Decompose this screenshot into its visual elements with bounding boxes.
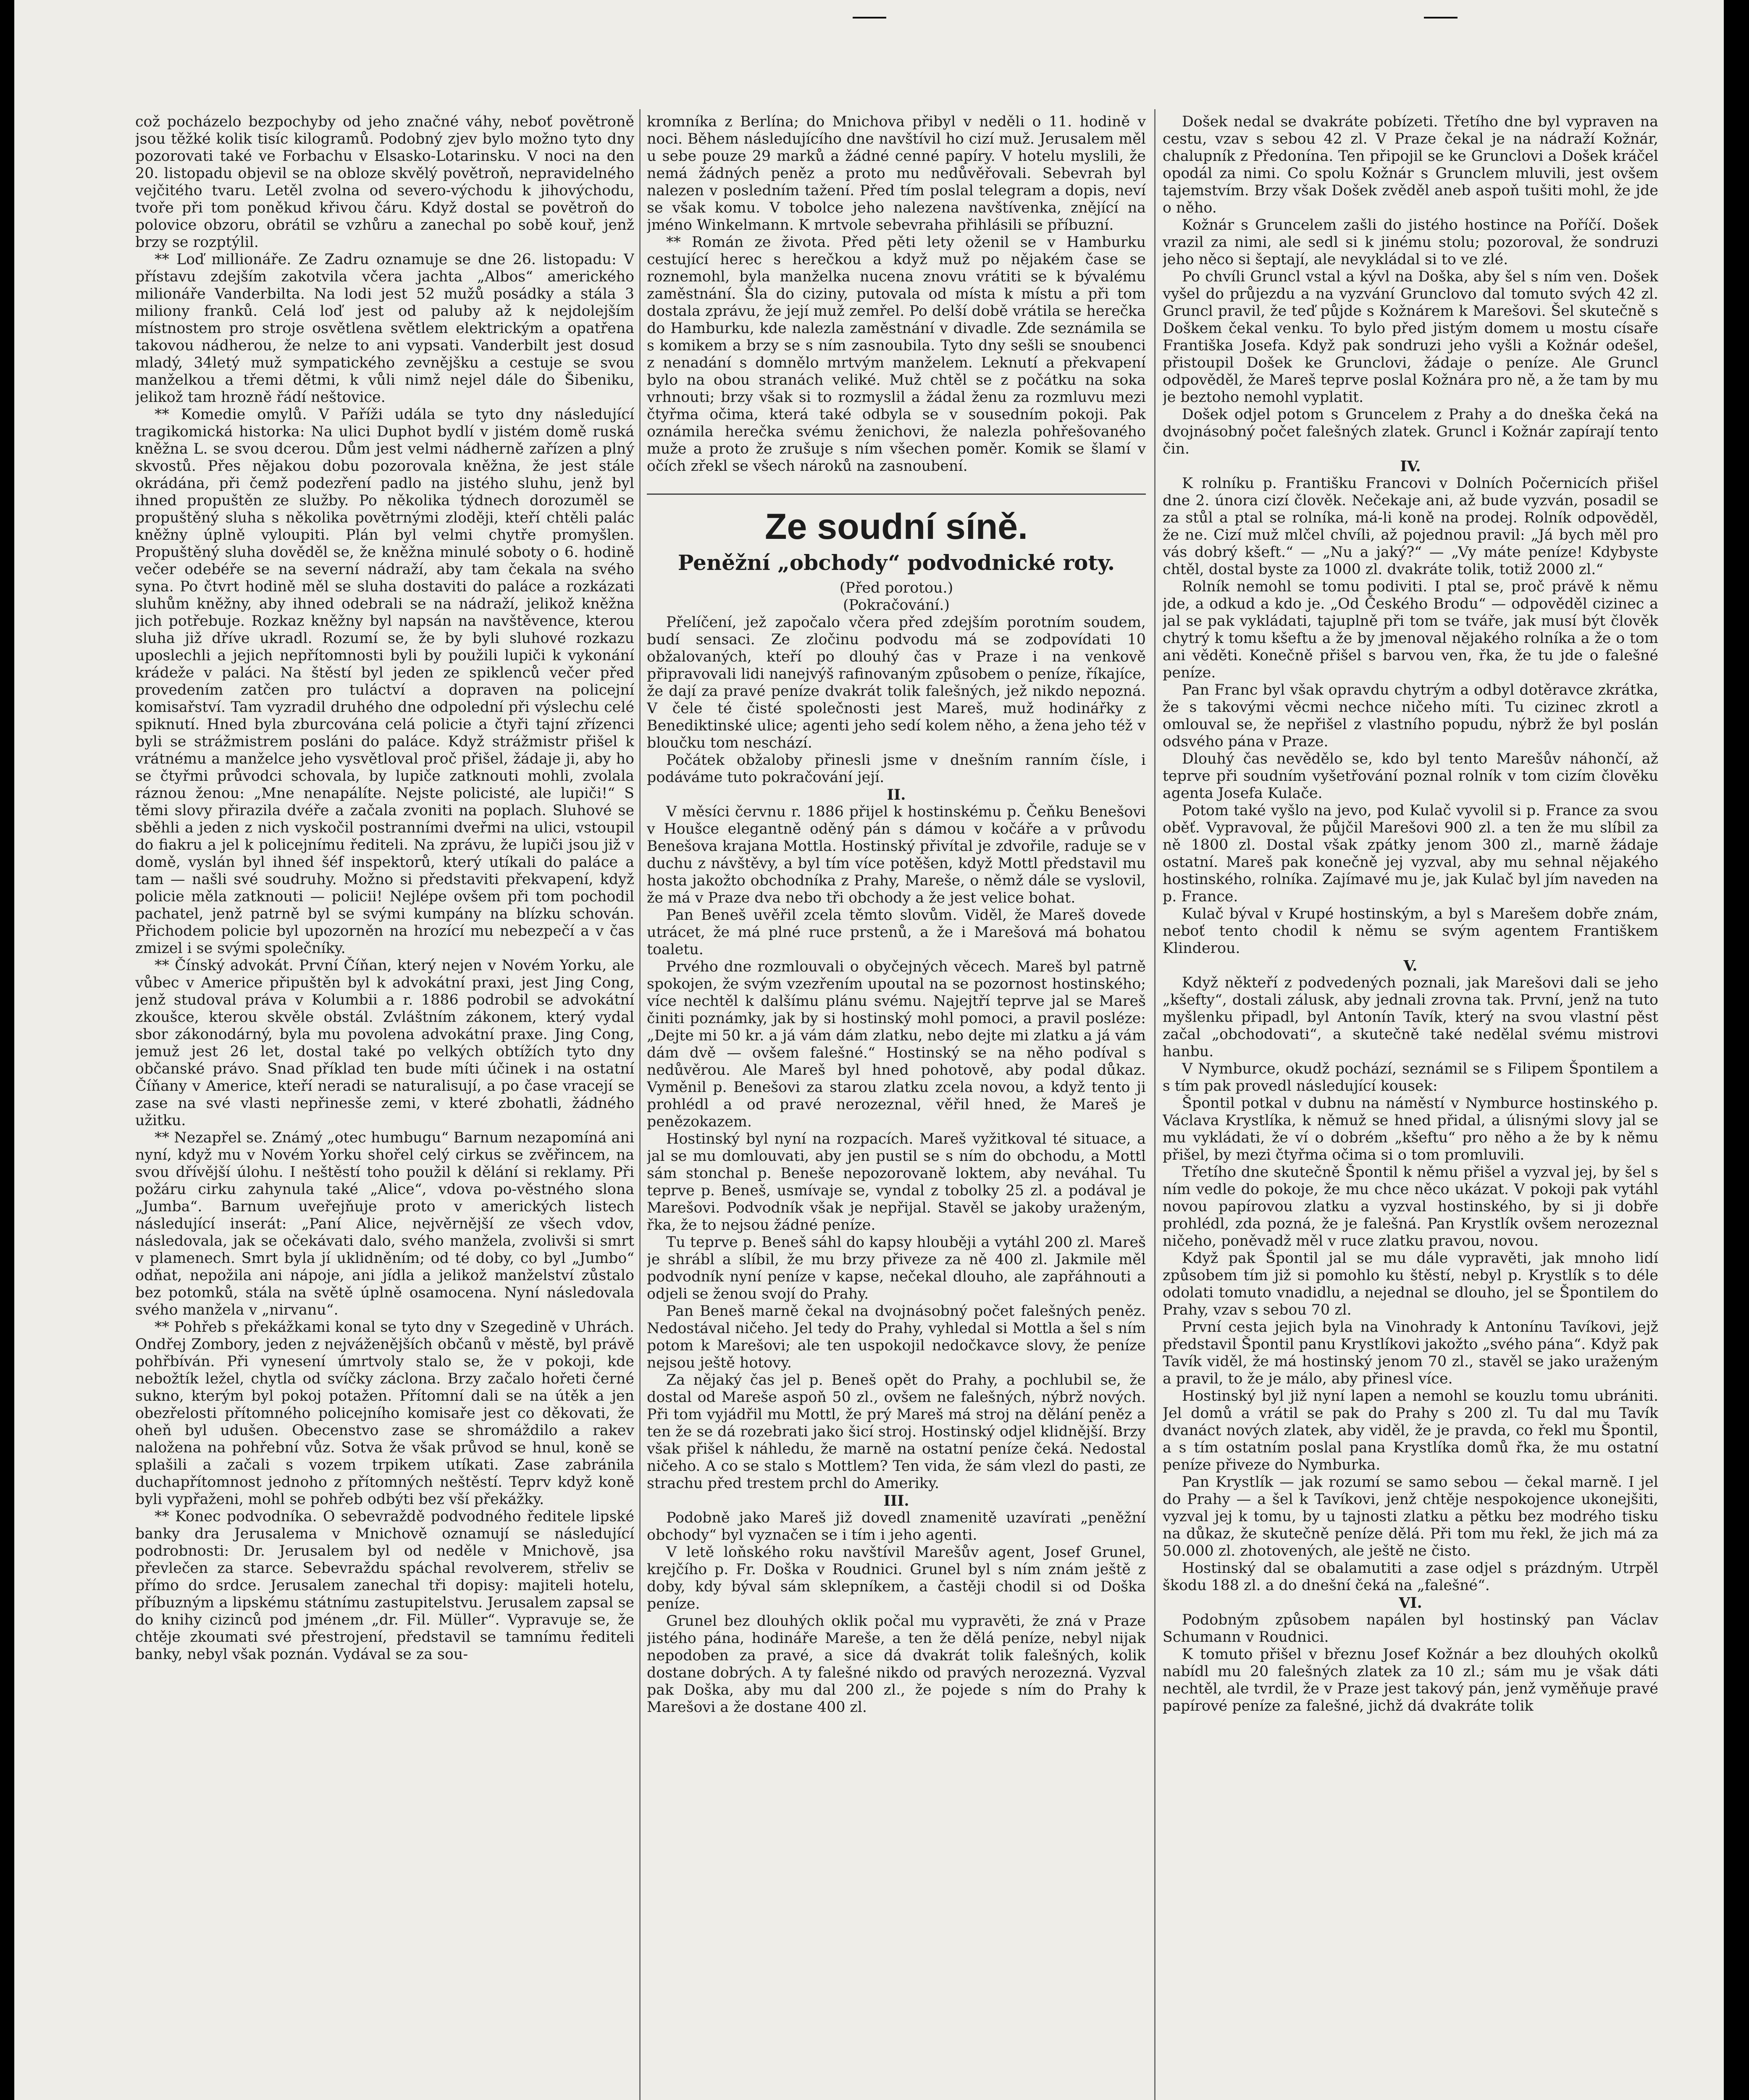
column-middle bbox=[647, 113, 1146, 2100]
paragraph: V letě loňského roku navštívil Marešův agent, Josef Grunel, krejčího p. Fr. Doška v Roudnici. Grunel byl s ním znám ještě z doby, kdy býval sám sklepníkem, a častěji chodil si od Doška peníze. bbox=[647, 1544, 1146, 1612]
paragraph: Došek nedal se dvakráte pobízeti. Třetího dne byl vypraven na cestu, vzav s sebou 42 zl. V Praze čekal je na nádraží Kožnár, chalupník z Předonína. Ten připojil se ke Grunclovi a Došek kráčel opodál za nimi. Co spolu Kožnár s Grunclem mluvili, jest ovšem tajemstvím. Brzy však Došek zvěděl aneb aspoň tušiti mohl, že jde o něho. bbox=[1163, 113, 1658, 216]
paragraph: Kulač býval v Krupé hostinským, a byl s Marešem dobře znám, neboť tento chodil k němu se svým agentem Františkem Klinderou. bbox=[1163, 906, 1658, 957]
paragraph: Pan Beneš uvěřil zcela těmto slovům. Viděl, že Mareš dovede utrácet, že má plné ruce prstenů, a že i Marešová má bohatou toaletu. bbox=[647, 907, 1146, 958]
paragraph: V Nymburce, okudž pochází, seznámil se s Filipem Špontilem a s tím pak provedl následující kousek: bbox=[1163, 1060, 1658, 1095]
paragraph: Po chvíli Gruncl vstal a kývl na Doška, aby šel s ním ven. Došek vyšel do průjezdu a na vyzvání Grunclovo dal tomuto svých 42 zl. Gruncl pravil, že teď půjde s Kožnárem k Marešovi. Šel skutečně s Doškem čekal venku. To bylo před jistým domem u mostu císaře Františka Josefa. Když pak sondruzi jeho vyšli a Kožnár odešel, přistoupil Došek ke Grunclovi, žádaje o peníze. Ale Gruncl odpověděl, že Mareš teprve poslal Kožnára pro ně, a že tam by mu je beztoho nemohl vyplatit. bbox=[1163, 268, 1658, 406]
paragraph: což pocházelo bezpochyby od jeho značné váhy, neboť povětroně jsou těžké kolik tisíc kilogramů. Podobný zjev bylo možno tyto dny pozorovati také ve Forbachu v Elsasko-Lotarinsku. V noci na den 20. listopadu objevil se na obloze skvělý povětroň, nepravidelného vejčitého tvaru. Letěl zvolna od severo-východu k jihovýchodu, tvoře při tom poněkud křivou čáru. Když dostal se povětroň do polovice obzoru, obrátil se vzhůru a zanechal po sobě kouř, jenž brzy se rozptýlil. bbox=[135, 113, 634, 251]
paragraph: Pan Franc byl však opravdu chytrým a odbyl dotěravce zkrátka, že s takovými věcmi nechce ničeho míti. Tu cizinec zkrotl a omlouval se, že nepřišel z vlastního popudu, nýbrž že byl poslán odsvého pána v Praze. bbox=[1163, 682, 1658, 750]
news-item-barnum: ** Nezapřel se. Známý „otec humbugu“ Barnum nezapomíná ani nyní, když mu v Novém Yorku shořel celý cirkus se zvěřincem, na svou dřívější úlohu. I neštěstí toho použil k dělání si reklamy. Při požáru cirku zahynula také „Alice“, vdova po-věstného slona „Jumba“. Barnum uveřejňuje proto v amerických listech následující inserát: „Paní Alice, nejvěrnější ze všech vdov, následovala, jak se očekávati dalo, svého manžela, zvolivši si smrt v plamenech. Smrt byla jí uklidněním; od té doby, co byl „Jumbo“ odňat, nepožila ani nápoje, ani jídla a jelikož manželství zůstalo bez potomků, stála na světě úplně osamocena. Nyní následovala svého manžela v „nirvanu“. bbox=[135, 1129, 634, 1318]
article-meta: (Pokračování.) bbox=[843, 597, 950, 614]
scan-border-right bbox=[1724, 0, 1749, 2100]
scan-mark bbox=[1424, 17, 1458, 18]
section-number: IV. bbox=[1400, 458, 1421, 475]
paragraph: Za nějaký čas jel p. Beneš opět do Prahy, a pochlubil se, že dostal od Mareše aspoň 50 zl., ovšem ne falešných, nýbrž nových. Při tom vyjádřil mu Mottl, že prý Mareš má stroj na dělání peněz a ten že se dá rozebrati jako šicí stroj. Hostinský odjel klidnější. Brzy však přišel k náhledu, že marně na ostatní peníze čeká. Nedostal ničeho. A co se stalo s Mottlem? Ten vida, že sám vlezl do pasti, ze strachu před trestem prchl do Ameriky. bbox=[647, 1372, 1146, 1492]
paragraph: Dlouhý čas nevědělo se, kdo byl tento Marešův náhončí, až teprve při soudním vyšetřování poznal rolník v tom cizím člověku agenta Josefa Kulače. bbox=[1163, 751, 1658, 802]
section-headline: Ze soudní síně. bbox=[647, 494, 1146, 548]
paragraph: Pan Krystlík — jak rozumí se samo sebou — čekal marně. I jel do Prahy — a šel k Tavíkovi, jenž chtěje nespokojence ukonejšiti, vyzval jej k tomu, by u tajnosti zlatku a pětku bez modrého tisku na důkaz, že skutečně peníze dělá. Při tom mu řekl, že jich má za 50.000 zl. zhotovených, ale ještě ne čisto. bbox=[1163, 1474, 1658, 1559]
paragraph: Rolník nemohl se tomu podiviti. I ptal se, proč právě k němu jde, a odkud a kdo je. „Od Českého Brodu“ — odpověděl cizinec a jal se pak vykládati, tajuplně při tom se tváře, jak musí být člověk chytrý k tomu kšeftu a že by jmenoval nějakého rolníka a že o tom ani věděti. Konečně přišel s barvou ven, řka, že tu jde o falešné peníze. bbox=[1163, 578, 1658, 681]
paragraph: V měsíci červnu r. 1886 přijel k hostinskému p. Čeňku Benešovi v Houšce elegantně oděný pán s dámou v kočáře a v průvodu Benešova krajana Mottla. Hostinský přivítal je zdvořile, raduje se v duchu z návštěvy, a byl tím více potěšen, když Mottl představil mu hosta jakožto obchodníka z Prahy, Mareše, o němž dále se vyslovil, že má v Praze dva nebo tři obchody a že jest velice bohat. bbox=[647, 803, 1146, 906]
paragraph: Třetího dne skutečně Špontil k němu přišel a vyzval jej, by šel s ním vedle do pokoje, že mu chce něco ukázat. V pokoji pak vytáhl novou papírovou zlatku a vyzval hostinského, by si ji dobře prohlédl, zda pozná, že je falešná. Pan Krystlík ovšem nerozeznal ničeho, poněvadž měl v ruce zlatku pravou, novou. bbox=[1163, 1164, 1658, 1250]
section-number: V. bbox=[1403, 957, 1418, 974]
paragraph: Když pak Špontil jal se mu dále vypravěti, jak mnoho lidí způsobem tím již si pomohlo ku štěstí, nebyl p. Krystlík s to déle odolati tomuto vnadidlu, a nejednal se dlouho, jel se Špontilem do Prahy, vzav s sebou 70 zl. bbox=[1163, 1250, 1658, 1318]
paragraph: Podobně jako Mareš již dovedl znamenitě uzavírati „peněžní obchody“ byl vyznačen se i tím i jeho agenti. bbox=[647, 1509, 1146, 1544]
paragraph: K tomuto přišel v březnu Josef Kožnár a bez dlouhých okolků nabídl mu 20 falešných zlatek za 10 zl.; sám mu je však dáti nechtěl, ale tvrdil, že v Praze jest takový pán, jenž vyměňuje pravé papírové peníze za falešné, jichž dá dvakráte tolik bbox=[1163, 1646, 1658, 1714]
paragraph: Přelíčení, jež započalo včera před zdejším porotním soudem, budí sensaci. Ze zločinu podvodu má se zodpovídati 10 obžalovaných, kteří po dlouhý čas v Praze i na venkově připravovali lidi nanejvýš rafinovaným způsobem o peníze, říkajíce, že dají za pravé peníze dvakrát tolik falešných, jež nikdo nepozná. V čele té čisté společnosti jest Mareš, muž hodinářky z Benediktinské ulice; agenti jeho sedí kolem něho, a žena jeho též v bloučku tom neschází. bbox=[647, 614, 1146, 751]
section-number: VI. bbox=[1399, 1594, 1422, 1612]
paragraph: První cesta jejich byla na Vinohrady k Antonínu Tavíkovi, jejž představil Špontil panu Krystlíkovi jakožto „svého pána“. Když pak Tavík viděl, že má hostinský jenom 70 zl., stavěl se jako uraženým a pravil, to že je málo, aby přinesl více. bbox=[1163, 1319, 1658, 1387]
paragraph: Když někteří z podvedených poznali, jak Marešovi dali se jeho „kšefty“, dostali zálusk, aby jednali zrovna tak. První, jenž na tuto myšlenku připadl, byl Antonín Tavík, který na svou vlastní pěst začal „obchodovati“, a skutečně také nedělal svému mistrovi hanbu. bbox=[1163, 974, 1658, 1060]
column-rule bbox=[639, 109, 641, 2100]
paragraph: Prvého dne rozmlouvali o obyčejných věcech. Mareš byl patrně spokojen, že svým vzezřením upoutal na se pozornost hostinského; více nechtěl k dalšímu plánu svému. Najejtří teprve jal se Mareš činiti poznámky, jak by si hostinský mohl pomoci, a pravil posléze: „Dejte mi 50 kr. a já vám dám zlatku, nebo dejte mi zlatku a já vám dám dvě — ovšem falešné.“ Hostinský se na něho podíval s nedůvěrou. Ale Mareš byl hned pohotově, aby podal důkaz. Vyměnil p. Benešovi za starou zlatku zcela novou, a když tento ji prohlédl a od pravé nerozeznal, věřil hned, že Mareš je penězokazem. bbox=[647, 958, 1146, 1130]
scan-mark bbox=[853, 17, 886, 18]
section-number: III. bbox=[883, 1492, 909, 1509]
article-meta: (Před porotou.) bbox=[839, 580, 953, 596]
news-item-novel: ** Román ze života. Před pěti lety oženil se v Hamburku cestující herec s herečkou a když muž po nějakém čase se roznemohl, byla manželka nucena znovu vrátiti se k bývalému zaměstnání. Šla do ciziny, putovala od místa k místu a při tom dostala zprávu, že její muž zemřel. Po delší době vrátila se herečka do Hamburku, kde nalezla zaměstnání v divadle. Zde seznámila se s komikem a brzy se s ním zasnoubila. Tyto dny sešli se snoubenci z nenadání s domnělo mrtvým manželem. Leknutí a překvapení bylo na obou stranách veliké. Muž chtěl se z počátku na soka vrhnouti; brzy však si to rozmyslil a žádal ženu za rozmluvu mezi čtyřma očima, která také odbyla se v sousedním pokoji. Pak oznámila herečka svému ženichovi, že nalezla pohřešovaného muže a proto že zrušuje s ním všechen poměr. Komik se šlamí v očích zřekl se všech nároků na zasnoubení. bbox=[647, 234, 1146, 475]
news-item-fraudster: ** Konec podvodníka. O sebevraždě podvodného ředitele lipské banky dra Jerusalema v Mnichově oznamují se následující podrobnosti: Dr. Jerusalem byl od neděle v Mnichově, jsa převlečen za starce. Sebevraždu spáchal revolverem, střeliv se přímo do srdce. Jerusalem zanechal tři dopisy: majiteli hotelu, příbuzným a lipskému státnímu zastupitelstvu. Jerusalem zapsal se do knihy cizinců pod jménem „dr. Fil. Müller“. Vypravuje se, že chtěje zkoumati své přestrojení, představil se tamnímu řediteli banky, nebyl však poznán. Vydával se za sou- bbox=[135, 1508, 634, 1663]
paragraph: Pan Beneš marně čekal na dvojnásobný počet falešných peněz. Nedostával ničeho. Jel tedy do Prahy, vyhledal si Mottla a šel s ním potom k Marešovi; ale ten uspokojil nedočkavce slovy, že peníze nejsou ještě hotovy. bbox=[647, 1303, 1146, 1371]
paragraph: Počátek obžaloby přinesli jsme v dnešním ranním čísle, i podáváme tuto pokračování její. bbox=[647, 752, 1146, 786]
paragraph: K rolníku p. Františku Francovi v Dolních Počernicích přišel dne 2. února cizí člověk. Nečekaje ani, až bude vyzván, posadil se za stůl a ptal se rolníka, má-li koně na prodej. Rolník odpověděl, že ne. Cizí muž mlčel chvíli, až pojednou pravil: „Já bych měl pro vás dobrý kšeft.“ — „Nu a jaký?“ — „Vy máte peníze! Kdybyste chtěl, dostal byste za 1000 zl. dvakráte tolik, totiž 2000 zl.“ bbox=[1163, 475, 1658, 578]
paragraph: Hostinský byl již nyní lapen a nemohl se kouzlu tomu ubrániti. Jel domů a vrátil se pak do Prahy s 200 zl. Tu dal mu Tavík dvanáct nových zlatek, aby viděl, že je pravda, co řekl mu Špontil, a s tím ostatním poslal pana Krystlíka domů řka, že mu ostatní peníze přiveze do Nymburka. bbox=[1163, 1388, 1658, 1473]
paragraph: Hostinský dal se obalamutiti a zase odjel s prázdným. Utrpěl škodu 188 zl. a do dnešní čeká na „falešné“. bbox=[1163, 1560, 1658, 1594]
paragraph: Tu teprve p. Beneš sáhl do kapsy hlouběji a vytáhl 200 zl. Mareš je shrábl a slíbil, že mu brzy přiveze za ně 400 zl. Jakmile měl podvodník nyní peníze v kapse, nečekal dlouho, ale zapřáhnouti a odjeli se ženou svojí do Prahy. bbox=[647, 1234, 1146, 1302]
paragraph: Grunel bez dlouhých oklik počal mu vypravěti, že zná v Praze jistého pána, hodináře Mareše, a ten že dělá peníze, nebyl nijak nepodoben za pravé, a sice dá dvakrát tolik falešných, kolik dostane dobrých. A ty falešné nikdo od pravých nerozezná. Vyzval pak Doška, aby mu dal 200 zl., že pojede s ním do Prahy k Marešovi a že dostane 400 zl. bbox=[647, 1613, 1146, 1716]
paragraph: Došek odjel potom s Gruncelem z Prahy a do dneška čeká na dvojnásobný počet falešných zlatek. Gruncl i Kožnár zapírají tento čin. bbox=[1163, 406, 1658, 457]
column-left bbox=[135, 113, 634, 2100]
column-right bbox=[1163, 113, 1658, 2100]
news-item-chinese-lawyer: ** Čínský advokát. První Číňan, který nejen v Novém Yorku, ale vůbec v Americe připuštěn byl k advokátní praxi, jest Jing Cong, jenž studoval práva v Kolumbii a r. 1886 podrobil se advokátní zkoušce, kterou skvěle obstál. Zvláštním zákonem, který vydal sbor zákonodárný, byla mu povolena advokátní praxe. Jing Cong, jemuž jest 26 let, dostal také po velkých obtížích tyto dny občanské právo. Snad příklad ten bude míti účinek i na ostatní Číňany v Americe, kteří neradi se naturalisují, a po čase vracejí se zase na své vlasti nepřinesše zemi, v které zbohatli, žádného užitku. bbox=[135, 957, 634, 1129]
news-item-funeral: ** Pohřeb s překážkami konal se tyto dny v Szegedině v Uhrách. Ondřej Zombory, jeden z nejváženějších občanů v městě, byl právě pohřbíván. Při vynesení úmrtvoly stalo se, že v pokoji, kde nebožtík ležel, chytla od svíčky záclona. Brzy začalo hořeti černé sukno, kterým byl pokoj potažen. Přítomní dali se na útěk a jen obezřelosti přítomného policejního komisaře jest co děkovati, že oheň byl udušen. Obecenstvo zase se shromáždilo a rakev naložena na pohřební vůz. Sotva že však průvod se hnul, koně se splašili a začali s vozem trpikem utíkati. Zase zabránila duchapřítomnost jednoho z přítomných neštěstí. Teprv když koně byli vypřaženi, mohl se pohřeb odbýti bez vší překážky. bbox=[135, 1319, 634, 1508]
paragraph: kromníka z Berlína; do Mnichova přibyl v neděli o 11. hodině v noci. Během následujícího dne navštívil ho cizí muž. Jerusalem měl u sebe pouze 29 marků a žádné cenné papíry. V hotelu myslili, že nemá žádných peněz a proto mu nedůvěřovali. Sebevrah byl nalezen v posledním tažení. Před tím poslal telegram a dopis, neví se však komu. V tobolce jeho nalezena navštívenka, znějící na jméno Winkelmann. K mrtvole sebevraha přihlásili se příbuzní. bbox=[647, 113, 1146, 234]
article-title: Peněžní „obchody“ podvodnické roty. bbox=[678, 550, 1115, 575]
news-item-comedy: ** Komedie omylů. V Paříži udála se tyto dny následující tragikomická historka: Na ulici Duphot bydlí v jistém domě ruská kněžna L. se svou dcerou. Dům jest velmi nádherně zařízen a plný skvostů. Přes nějakou dobu pozorovala kněžna, že jest stále okrádána, při čemž podezření padlo na jistého sluhu, jenž byl ihned propuštěn ze služby. Po několika týdnech dorozuměl se propuštěný sluha s několika povětrnými zloději, kteří chtěli palác kněžny úplně vyloupiti. Plán byl velmi chytře promyšlen. Propuštěný sluha dověděl se, že kněžna minulé soboty o 6. hodině večer odebéře se na severní nádraží, aby tam čekala na svého syna. Po čtvrt hodině měl se sluha dostaviti do paláce a rozkázati sluhům kněžny, aby ihned odebrali se na nádraží, jelikož kněžna jich potřebuje. Rozkaz kněžny byl napsán na navštěvence, kterou sluha již dříve ukradl. Rozumí se, že by byli sluhové rozkazu uposlechli a jejich nepřítomnosti byli by použili lupiči k vykonání krádeže v paláci. Na štěstí byl jeden ze spiklenců večer před provedením zatčen pro tuláctví a dopraven na policejní komisařství. Tam vyzradil druhého dne odpolední při výslechu celé spiknutí. Hned byla zburcována celá policie a čtyři tajní zřízenci byli se strážmistrem posláni do paláce. Když strážmistr přišel k vrátnému a manželce jeho vysvětloval proč přišel, žádaje ji, aby ho se čtyřmi průvodci schovala, by lupiče zatknouti mohli, zvolala ráznou ženou: „Mne nenapálíte. Nejste policisté, ale lupiči!“ S těmi slovy přirazila dvéře a začala zvoniti na poplach. Sluhové se sběhli a jeden z nich vyskočil postranními dveřmi na ulici, vstoupil do fiakru a jel k policejnímu řediteli. Na zprávu, že lupiči jsou již v domě, vyslán byl ihned šéf inspektorů, který utíkali do paláce a tam — našli své soudruhy. Možno si představiti překvapení, když policie měla zatknouti — policii! Nejlépe ovšem při tom pochodil pachatel, jenž patrně byl se svými kumpány na blízku schován. Přichodem policie byl upozorněn na hrozící mu nebezpečí a v čas zmizel i se svými společníky. bbox=[135, 406, 634, 957]
paragraph: Potom také vyšlo na jevo, pod Kulač vyvolil si p. France za svou oběť. Vypravoval, že půjčil Marešovi 900 zl. a ten že mu slíbil za ně 1800 zl. Dostal však zpátky jenom 300 zl., marně žádaje ostatní. Mareš pak konečně jej vyzval, aby mu sehnal nějakého hostinského, rolníka. Zajímavé mu je, jak Kulač byl jím naveden na p. France. bbox=[1163, 802, 1658, 905]
paragraph: Kožnár s Gruncelem zašli do jistého hostince na Poříčí. Došek vrazil za nimi, ale sedl si k jinému stolu; pozoroval, že sondruzi jeho něco si šeptají, ale nevykládal si to ve zlé. bbox=[1163, 217, 1658, 268]
scan-border-left bbox=[0, 0, 14, 2100]
paragraph: Hostinský byl nyní na rozpacích. Mareš vyžitkoval té situace, a jal se mu domlouvati, aby jen pustil se s ním do obchodu, a Mottl sám stonchal p. Beneše nepozorovaně loktem, aby neváhal. Tu teprve p. Beneš, usmívaje se, vyndal z tobolky 25 zl. a podával je Marešovi. Podvodník však je nepřijal. Stavěl se jakoby uraženým, řka, že to nejsou žádné peníze. bbox=[647, 1131, 1146, 1234]
paragraph: Špontil potkal v dubnu na náměstí v Nymburce hostinského p. Václava Krystlíka, k němuž se hned přidal, a úlisnými slovy jal se mu vykládati, že ví o dobrém „kšeftu“ pro něho a že by k němu přišel, by mezi čtyřma očima si o tom promluvili. bbox=[1163, 1095, 1658, 1163]
paragraph: Podobným způsobem napálen byl hostinský pan Václav Schumann v Roudnici. bbox=[1163, 1612, 1658, 1646]
section-number: II. bbox=[887, 786, 906, 803]
news-item-yacht: ** Loď millionáře. Ze Zadru oznamuje se dne 26. listopadu: V přístavu zdejším zakotvila včera jachta „Albos“ amerického milionáře Vanderbilta. Na lodi jest 52 mužů posádky a stála 3 miliony franků. Celá loď jest od paluby až k nejdolejším místnostem pro stroje osvětlena světlem elektrickým a opatřena takovou nádherou, že nelze to ani vypsati. Vanderbilt jest dosud mladý, 34letý muž sympatického zevnějšku a cestuje se svou manželkou a třemi dětmi, k vůli nimž nejel dále do Šibeniku, jelikož tam hrozně řádí neštovice. bbox=[135, 251, 634, 406]
column-rule bbox=[1154, 109, 1155, 2100]
